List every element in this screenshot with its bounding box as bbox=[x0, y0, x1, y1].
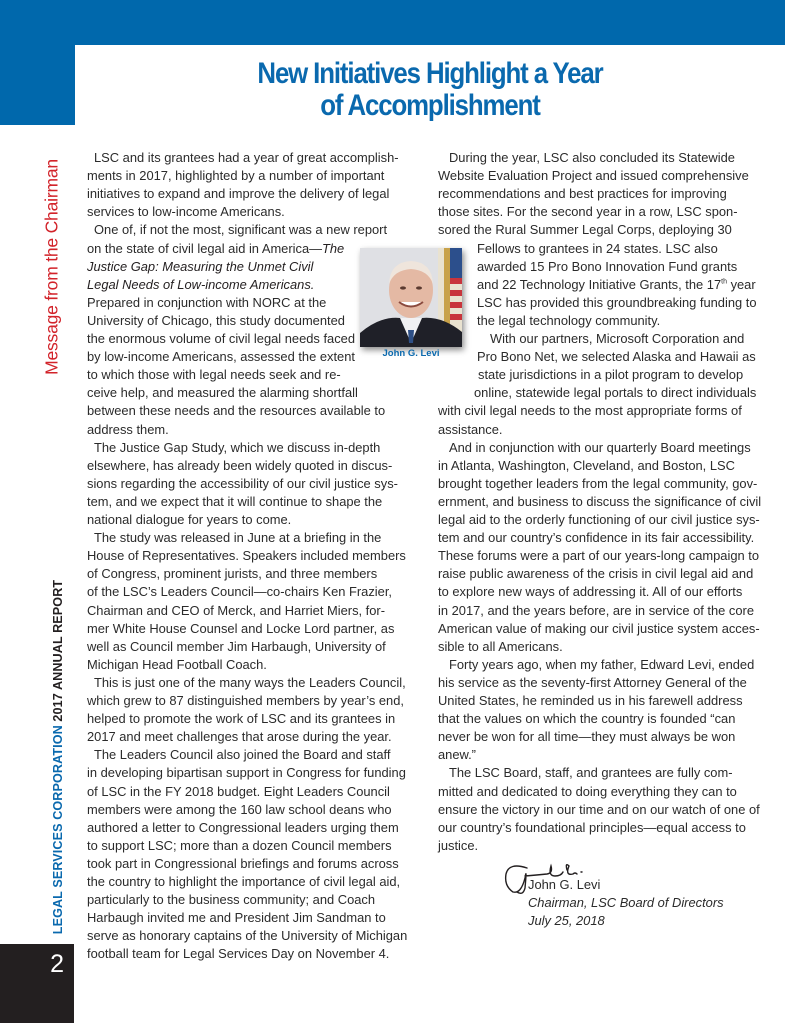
text-line: LSC has provided this groundbreaking funding to bbox=[477, 294, 757, 310]
italic-title: Justice Gap: Measuring the Unmet Civil bbox=[87, 258, 314, 274]
section-label bbox=[36, 142, 68, 392]
text-line: to explore new ways of addressing it. All of our efforts bbox=[438, 584, 743, 600]
signature-name: John G. Levi bbox=[528, 877, 601, 892]
report-label-org: LEGAL SERVICES CORPORATION bbox=[51, 725, 65, 935]
text-line: awarded 15 Pro Bono Innovation Fund grants bbox=[477, 258, 738, 274]
report-label bbox=[48, 578, 68, 936]
text-line: Prepared in conjunction with NORC at the bbox=[87, 294, 327, 310]
text-line: to which those with legal needs seek and re- bbox=[87, 367, 341, 383]
text-line: And in conjunction with our quarterly Board meetings bbox=[449, 439, 751, 455]
text-line: This is just one of the many ways the Leaders Council, bbox=[94, 674, 406, 690]
text-line: that the values on which the country is founded “can bbox=[438, 711, 736, 727]
report-label-year: 2017 ANNUAL REPORT bbox=[51, 579, 65, 726]
text-line: of Congress, prominent jurists, and three members bbox=[87, 566, 378, 582]
text-line: never be won for all time—they must always be won bbox=[438, 729, 736, 745]
text-line: in developing bipartisan support in Congress for funding bbox=[87, 765, 406, 781]
text-line: ernment, and business to discuss the significance of civil bbox=[438, 493, 762, 509]
report-label-text bbox=[51, 580, 65, 934]
text-line: The LSC Board, staff, and grantees are fully com- bbox=[449, 765, 733, 781]
text-line: justice. bbox=[438, 837, 479, 853]
text-line: tem, and we expect that it will continue to shape the bbox=[87, 493, 383, 509]
text-line: ments in 2017, highlighted by a number of important bbox=[87, 168, 385, 184]
text-line: on the state of civil legal aid in America—The bbox=[87, 240, 345, 256]
signature-title: Chairman, LSC Board of Directors bbox=[528, 895, 724, 910]
text-line: assistance. bbox=[438, 421, 503, 437]
text-line: Harbaugh invited me and President Jim Sandman to bbox=[87, 910, 386, 926]
text-line: helped to promote the work of LSC and its grantees in bbox=[87, 711, 396, 727]
photo-caption: John G. Levi bbox=[382, 348, 440, 359]
corner-color-block bbox=[0, 0, 75, 125]
text-line: elsewhere, has already been widely quoted in discus- bbox=[87, 457, 393, 473]
text-line: state jurisdictions in a pilot program to develop bbox=[478, 367, 744, 383]
chairman-photo bbox=[360, 248, 462, 347]
text-line: address them. bbox=[87, 421, 169, 437]
text-line: The Justice Gap Study, which we discuss in-depth bbox=[94, 439, 381, 455]
text-line: which grew to 87 distinguished members by year’s end, bbox=[87, 693, 404, 708]
text-line: The Leaders Council also joined the Board and staff bbox=[94, 747, 391, 763]
text-line: online, statewide legal portals to direct individuals bbox=[474, 385, 757, 401]
text-line: University of Chicago, this study documented bbox=[87, 312, 345, 328]
text-line bbox=[87, 258, 313, 276]
text-line: tem and our country’s confidence in its fair accessibility. bbox=[438, 530, 755, 546]
text-line: One of, if not the most, significant was a new report bbox=[94, 222, 388, 238]
title-line-2: of Accomplishment bbox=[320, 89, 540, 122]
text-line: authored a letter to Congressional leaders urging them bbox=[87, 819, 399, 835]
text-line: serve as honorary captains of the University of Michigan bbox=[87, 928, 408, 944]
page-title bbox=[125, 58, 736, 122]
text-line: well as Council member Jim Harbaugh, University of bbox=[87, 638, 386, 654]
text-line: mer White House Counsel and Locke Lord partner, as bbox=[87, 620, 395, 636]
portrait-image-icon bbox=[360, 248, 462, 347]
text-line: and 22 Technology Initiative Grants, the 17th year bbox=[477, 276, 756, 292]
text-line: national dialogue for years to come. bbox=[87, 512, 292, 527]
text-line: sions regarding the accessibility of our civil justice sys- bbox=[87, 475, 398, 491]
text-line: United States, he reminded us in his farewell address bbox=[438, 693, 743, 708]
text-line: our country’s foundational principles—equal access to bbox=[438, 819, 746, 835]
text-line: Website Evaluation Project and issued comprehensive bbox=[438, 168, 749, 184]
text-line: in Atlanta, Washington, Cleveland, and Boston, LSC bbox=[438, 457, 735, 473]
text-line: The study was released in June at a briefing in the bbox=[94, 530, 382, 546]
text-line: American value of making our civil justice system acces- bbox=[438, 620, 760, 636]
text-line: Fellows to grantees in 24 states. LSC also bbox=[477, 240, 718, 256]
italic-title: The bbox=[322, 240, 345, 256]
text-line: Michigan Head Football Coach. bbox=[87, 656, 267, 672]
text-line: initiatives to expand and improve the delivery of legal bbox=[87, 186, 390, 202]
text-line: ceive help, and measured the alarming shortfall bbox=[87, 385, 358, 401]
text-line: his service as the seventy-first Attorney General of the bbox=[438, 674, 747, 690]
text-line: the enormous volume of civil legal needs faced bbox=[87, 331, 355, 346]
text-line: LSC and its grantees had a year of great accomplish- bbox=[94, 150, 399, 165]
page-number: 2 bbox=[50, 950, 64, 978]
text-line: 2017 and meet challenges that arose during the year. bbox=[87, 729, 392, 745]
text-line: anew.” bbox=[438, 747, 476, 763]
italic-title: Legal Needs of Low-income Americans. bbox=[87, 276, 315, 292]
text-line: particularly to the business community; and Coach bbox=[87, 892, 376, 908]
text-line bbox=[87, 276, 314, 294]
text-line: Forty years ago, when my father, Edward Levi, ended bbox=[449, 656, 755, 672]
text-line: ensure the victory in our time and on our watch of one of bbox=[438, 801, 760, 817]
text-line: of LSC in the FY 2018 budget. Eight Leaders Council bbox=[87, 783, 390, 799]
text-line: those sites. For the second year in a row, LSC spon- bbox=[438, 204, 738, 220]
text-line: During the year, LSC also concluded its Statewide bbox=[449, 150, 735, 165]
header-color-bar bbox=[0, 0, 785, 45]
signature-date: July 25, 2018 bbox=[528, 913, 605, 928]
text-line: recommendations and best practices for improving bbox=[438, 186, 727, 202]
text-line: to support LSC; more than a dozen Council members bbox=[87, 837, 392, 853]
text-line: Chairman and CEO of Merck, and Harriet Miers, for- bbox=[87, 602, 386, 618]
text-line: sored the Rural Summer Legal Corps, deploying 30 bbox=[438, 222, 732, 238]
text-line: members were among the 160 law school deans who bbox=[87, 801, 392, 817]
section-label-text: Message from the Chairman bbox=[41, 159, 62, 375]
text-line: the legal technology community. bbox=[477, 312, 661, 328]
superscript: th bbox=[721, 278, 727, 286]
text-line: services to low-income Americans. bbox=[87, 204, 285, 220]
text-line: brought together leaders from the legal community, gov- bbox=[438, 475, 758, 491]
text-line: legal aid to the orderly functioning of our civil justice sys- bbox=[438, 512, 760, 527]
text-line: in 2017, and the years before, are in service of the core bbox=[438, 602, 755, 618]
text-line: Pro Bono Net, we selected Alaska and Hawaii as bbox=[477, 349, 756, 365]
text-line: With our partners, Microsoft Corporation and bbox=[490, 331, 745, 346]
text-line: sible to all Americans. bbox=[438, 638, 563, 654]
text-line: by low-income Americans, assessed the extent bbox=[87, 349, 355, 365]
text-line: of the LSC’s Leaders Council—co-chairs Ken Frazier, bbox=[87, 584, 392, 600]
text-line: House of Representatives. Speakers included members bbox=[87, 548, 406, 564]
page-number-box bbox=[0, 944, 74, 1023]
text-line: These forums were a part of our years-long campaign to bbox=[438, 548, 759, 564]
text-line: mitted and dedicated to doing everything they can to bbox=[438, 783, 737, 799]
text-line: football team for Legal Services Day on November 4. bbox=[87, 946, 390, 962]
text-line: with civil legal needs to the most appropriate forms of bbox=[438, 403, 742, 419]
text-line: the country to highlight the importance of civil legal aid, bbox=[87, 874, 401, 889]
title-line-1: New Initiatives Highlight a Year bbox=[257, 57, 603, 90]
text-line: took part in Congressional briefings and forums across bbox=[87, 855, 399, 871]
text-line: raise public awareness of the crisis in civil legal aid and bbox=[438, 566, 754, 582]
text-line: between these needs and the resources available to bbox=[87, 403, 386, 419]
